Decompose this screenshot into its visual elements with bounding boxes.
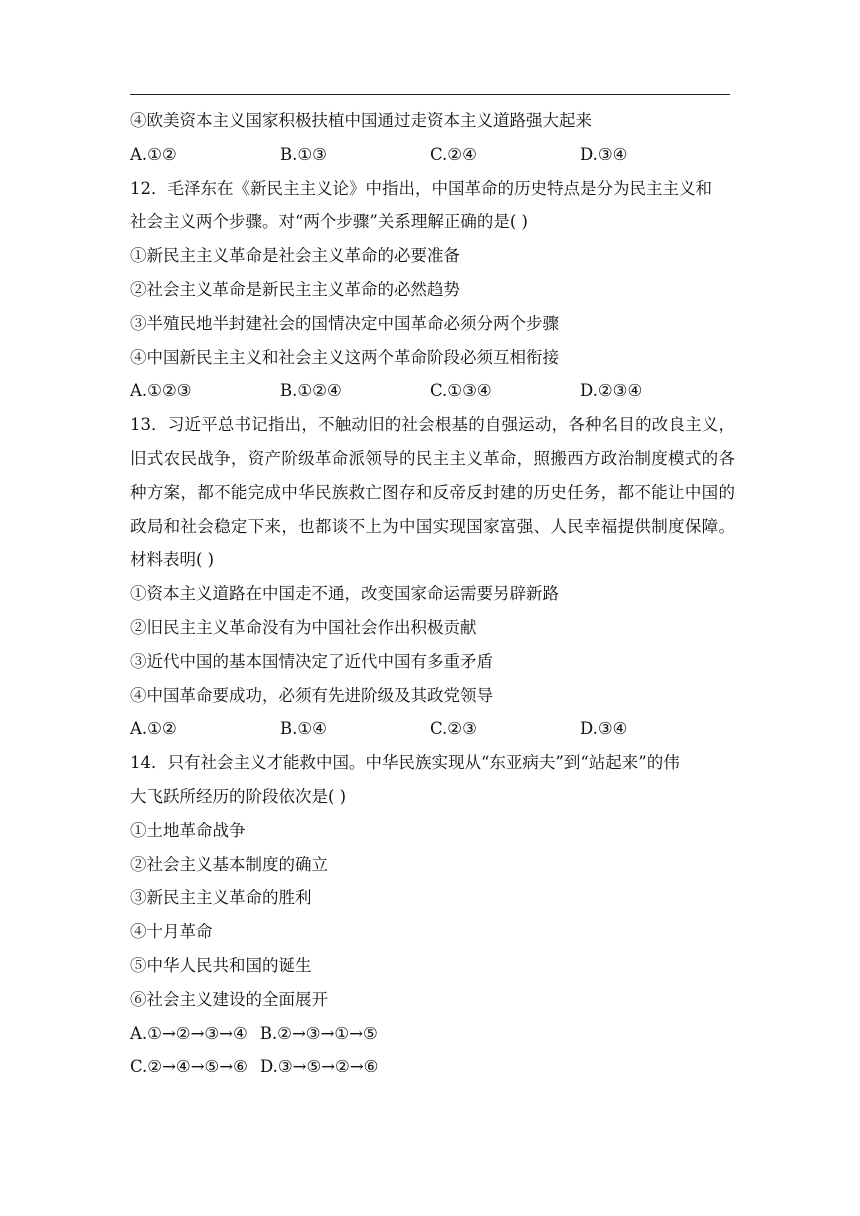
- q14-options-row1: [130, 1017, 735, 1051]
- q12-option-b[interactable]: B.①②④: [280, 381, 342, 401]
- q12-item-3: ③半殖民地半封建社会的国情决定中国革命必须分两个步骤: [130, 313, 559, 333]
- q13-options: [130, 712, 735, 746]
- q14-item-4: ④十月革命: [130, 922, 213, 942]
- q14-stem-line2: 大飞跃所经历的阶段依次是( ): [130, 786, 347, 806]
- q11-item-4: ④欧美资本主义国家积极扶植中国通过走资本主义道路强大起来: [130, 111, 592, 130]
- q12-item-4: ④中国新民主主义和社会主义这两个革命阶段必须互相衔接: [130, 347, 559, 367]
- q12-option-a[interactable]: A.①②③: [130, 381, 192, 401]
- q14-item-6: ⑥社会主义建设的全面展开: [130, 989, 328, 1009]
- exam-page-content: [130, 104, 735, 1084]
- q14-option-d[interactable]: D.③→⑤→②→⑥: [259, 1057, 379, 1077]
- header-rule: [130, 94, 730, 95]
- q14-item-3: ③新民主主义革命的胜利: [130, 888, 312, 908]
- q12-stem-line2: 社会主义两个步骤。对“两个步骤”关系理解正确的是( ): [130, 212, 528, 232]
- q14-option-b[interactable]: B.②→③→①→⑤: [259, 1023, 378, 1043]
- q12-item-1: ①新民主主义革命是社会主义革命的必要准备: [130, 246, 460, 266]
- q11-option-b[interactable]: B.①③: [280, 144, 327, 164]
- q13-item-4: ④中国革命要成功，必须有先进阶级及其政党领导: [130, 685, 493, 705]
- q11-option-c[interactable]: C.②④: [430, 144, 477, 164]
- q11-option-d[interactable]: D.③④: [580, 144, 628, 164]
- q12-option-c[interactable]: C.①③④: [430, 381, 492, 401]
- q13-option-d[interactable]: D.③④: [580, 719, 628, 739]
- q13-item-3: ③近代中国的基本国情决定了近代中国有多重矛盾: [130, 651, 493, 671]
- q13-stem: 13．习近平总书记指出，不触动旧的社会根基的自强运动，各种名目的改良主义，旧式农民战争，资产阶级革命派领导的民主主义革命，照搬西方政治制度模式的各种方案，都不能完成中华民族救亡图存和反帝反封建的历史任务，都不能让中国的政局和社会稳定下来，也都谈不上为中国实现国家富强、人民幸福提供制度保障。材料表明( ): [130, 415, 735, 570]
- q13-option-c[interactable]: C.②③: [430, 719, 477, 739]
- q12-option-d[interactable]: D.②③④: [580, 381, 643, 401]
- q12-stem-line1: 12．毛泽东在《新民主主义论》中指出，中国革命的历史特点是分为民主主义和: [130, 178, 712, 198]
- q13-item-2: ②旧民主主义革命没有为中国社会作出积极贡献: [130, 617, 477, 637]
- q13-item-1: ①资本主义道路在中国走不通，改变国家命运需要另辟新路: [130, 584, 559, 604]
- q11-options: [130, 138, 735, 172]
- q14-item-2: ②社会主义基本制度的确立: [130, 854, 328, 874]
- q12-options: [130, 374, 735, 408]
- q14-option-a[interactable]: A.①→②→③→④: [130, 1023, 248, 1043]
- q14-item-1: ①土地革命战争: [130, 820, 246, 840]
- q13-option-a[interactable]: A.①②: [130, 719, 177, 739]
- q14-option-c[interactable]: C.②→④→⑤→⑥: [130, 1057, 248, 1077]
- q14-options-row2: [130, 1050, 735, 1084]
- q12-item-2: ②社会主义革命是新民主主义革命的必然趋势: [130, 279, 460, 299]
- q14-stem-line1: 14．只有社会主义才能救中国。中华民族实现从“东亚病夫”到“站起来”的伟: [130, 753, 680, 773]
- q11-option-a[interactable]: A.①②: [130, 144, 177, 164]
- q13-option-b[interactable]: B.①④: [280, 719, 327, 739]
- q14-item-5: ⑤中华人民共和国的诞生: [130, 955, 312, 975]
